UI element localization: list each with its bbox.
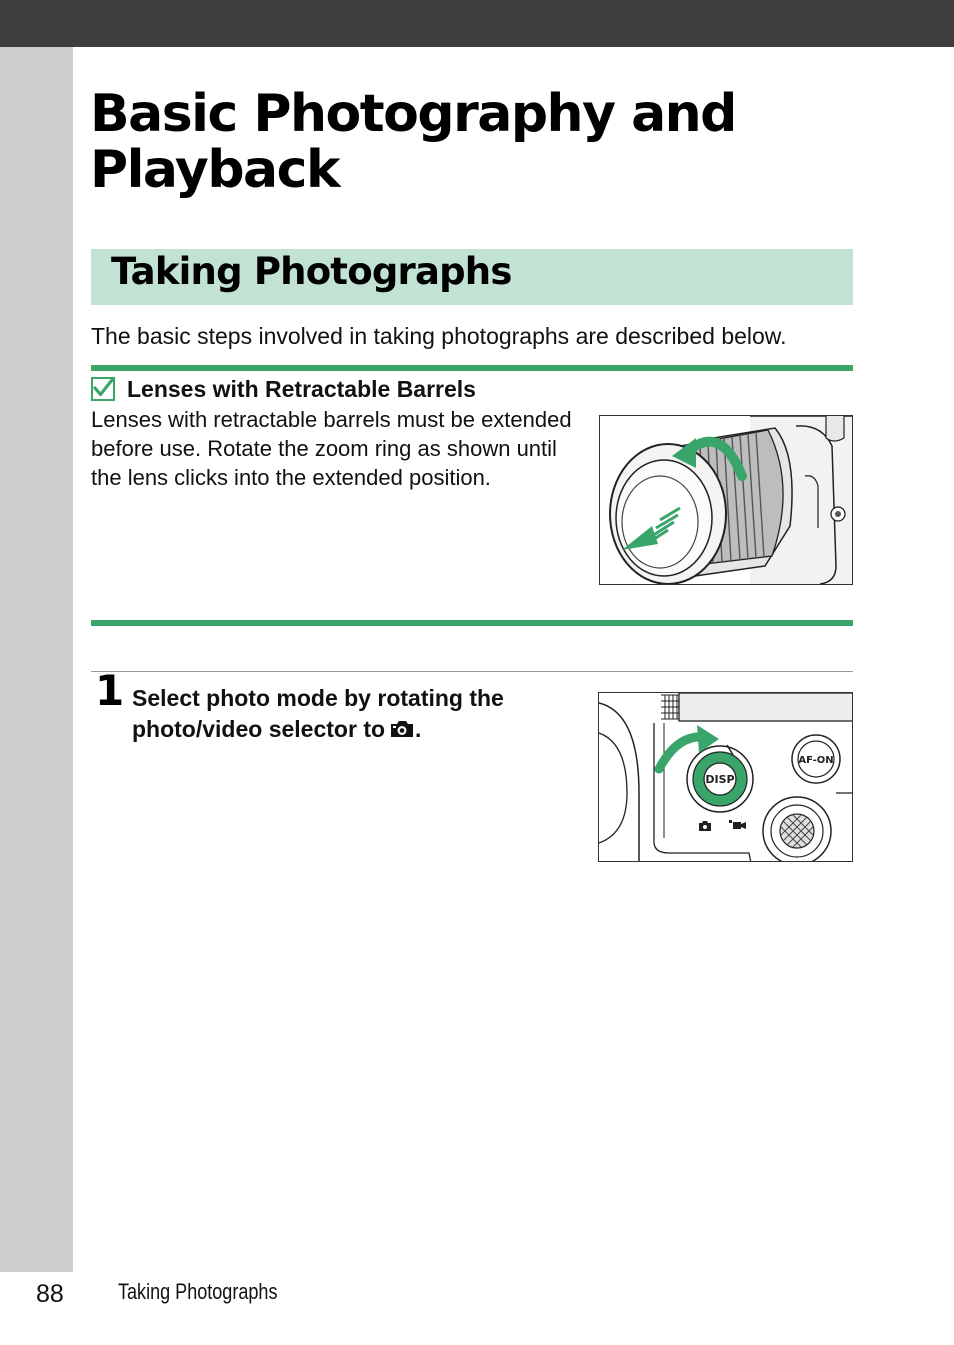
selector-illustration	[598, 692, 853, 862]
lens-drawing	[600, 416, 853, 585]
note-bottom-rule	[91, 620, 853, 626]
footer-section-title: Taking Photographs	[118, 1279, 278, 1304]
note-body: Lenses with retractable barrels must be extended before use. Rotate the zoom ring as shown until the lens clicks into the extended position.	[91, 407, 572, 490]
section-header	[91, 249, 853, 305]
step-number: 1	[95, 666, 125, 715]
step-trailing-punctuation: .	[415, 716, 422, 742]
chapter-title: Basic Photography and Playback	[90, 84, 736, 200]
section-title: Taking Photographs	[111, 250, 512, 293]
lens-illustration	[599, 415, 853, 585]
note-top-rule	[91, 365, 853, 371]
camera-icon	[389, 719, 415, 739]
step-text	[132, 683, 582, 745]
header-bar	[0, 0, 954, 47]
step-instruction: Select photo mode by rotating the photo/video selector to	[132, 685, 504, 742]
note-title: Lenses with Retractable Barrels	[127, 376, 476, 402]
step-divider	[91, 671, 853, 672]
page-number: 88	[36, 1280, 64, 1308]
disp-label: DISP	[705, 773, 735, 786]
af-on-label: AF-ON	[798, 755, 834, 766]
check-icon	[91, 377, 115, 401]
selector-drawing	[599, 693, 853, 862]
intro-paragraph: The basic steps involved in taking photographs are described below.	[91, 323, 787, 349]
note-heading	[91, 375, 476, 403]
side-margin-bar	[0, 47, 73, 1272]
